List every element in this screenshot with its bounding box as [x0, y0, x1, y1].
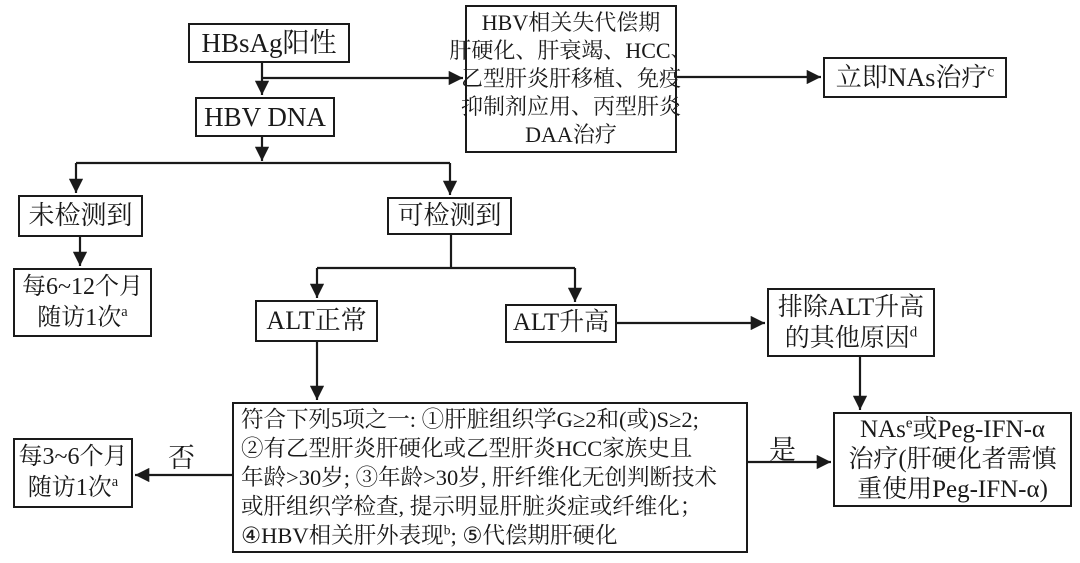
node-alt-elevated: ALT升高 — [505, 304, 617, 343]
node-dna-undetected: 未检测到 — [18, 195, 143, 237]
edge-label-yes: 是 — [769, 435, 796, 465]
node-exclude-other-alt-causes: 排除ALT升高 的其他原因$^d$ — [767, 288, 935, 357]
node-decompensated-conditions: HBV相关失代偿期 肝硬化、肝衰竭、HCC、 乙型肝炎肝移植、免疫 抑制剂应用、丙型肝炎 DAA治疗 — [465, 5, 677, 153]
edge-label-no: 否 — [168, 443, 195, 473]
node-nas-or-peg-ifn-treatment: NAs$^e$或Peg-IFN-α 治疗(肝硬化者需慎 重使用Peg-IFN-α) — [833, 412, 1072, 507]
node-hbsag-positive: HBsAg阳性 — [188, 23, 350, 63]
node-immediate-nas-treatment: 立即NAs治疗$^c$ — [823, 57, 1007, 98]
node-dna-detected: 可检测到 — [387, 197, 512, 235]
node-alt-normal: ALT正常 — [255, 300, 378, 342]
node-followup-6-12-months: 每6~12个月 随访1次$^a$ — [13, 268, 152, 337]
node-followup-3-6-months: 每3~6个月 随访1次$^a$ — [13, 438, 133, 508]
node-five-criteria: 符合下列5项之一: ①肝脏组织学G≥2和(或)S≥2; ②有乙型肝炎肝硬化或乙型肝炎HCC家族史且 年龄>30岁; ③年龄>30岁, 肝纤维化无创判断技术 或肝组织学检查, 提示明显肝脏炎症或纤维化； ④HBV相关肝外表现$^b$; ⑤代偿期肝硬化 — [232, 402, 748, 553]
node-hbv-dna: HBV DNA — [195, 97, 335, 137]
